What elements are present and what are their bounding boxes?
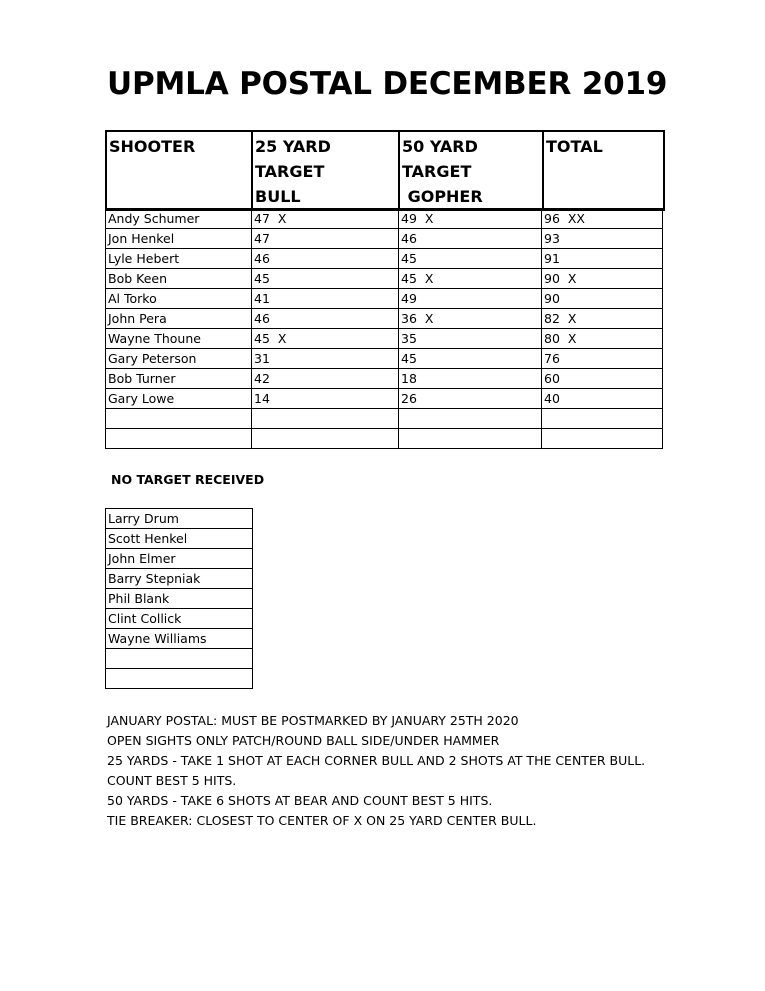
shooter-name-cell: Lyle Hebert xyxy=(106,249,252,269)
score-50-yard-cell: 45 xyxy=(399,249,542,269)
score-25-yard-cell: 45 xyxy=(252,269,399,289)
score-50-yard-cell: 45 xyxy=(399,349,542,369)
total-score-cell: 93 xyxy=(542,229,663,249)
note-line: 50 YARDS - TAKE 6 SHOTS AT BEAR AND COUNT BEST 5 HITS. xyxy=(107,793,493,808)
list-item xyxy=(106,569,253,589)
score-25-yard-cell: 45 X xyxy=(252,329,399,349)
page-title: UPMLA POSTAL DECEMBER 2019 xyxy=(107,66,668,102)
missing-shooter-name xyxy=(106,669,253,689)
score-25-yard-cell: 46 xyxy=(252,249,399,269)
header-50-yard-target: 50 YARD TARGET GOPHER xyxy=(399,131,543,210)
score-25-yard-cell xyxy=(252,429,399,449)
total-score-cell: 40 xyxy=(542,389,663,409)
table-row xyxy=(106,269,663,289)
score-25-yard-cell: 46 xyxy=(252,309,399,329)
missing-shooter-name: Barry Stepniak xyxy=(106,569,253,589)
total-score-cell: 76 xyxy=(542,349,663,369)
list-item xyxy=(106,649,253,669)
results-table xyxy=(105,208,663,449)
list-item xyxy=(106,509,253,529)
missing-shooter-name: Scott Henkel xyxy=(106,529,253,549)
score-50-yard-cell: 49 xyxy=(399,289,542,309)
missing-shooter-name: Wayne Williams xyxy=(106,629,253,649)
total-score-cell xyxy=(542,409,663,429)
total-score-cell: 90 X xyxy=(542,269,663,289)
table-row xyxy=(106,409,663,429)
score-50-yard-cell: 26 xyxy=(399,389,542,409)
score-50-yard-cell: 18 xyxy=(399,369,542,389)
score-50-yard-cell xyxy=(399,429,542,449)
shooter-name-cell: Bob Keen xyxy=(106,269,252,289)
missing-shooter-name: Larry Drum xyxy=(106,509,253,529)
score-25-yard-cell: 47 xyxy=(252,229,399,249)
list-item xyxy=(106,589,253,609)
missing-shooter-name: Clint Collick xyxy=(106,609,253,629)
table-row xyxy=(106,229,663,249)
table-row xyxy=(106,349,663,369)
total-score-cell xyxy=(542,429,663,449)
total-score-cell: 60 xyxy=(542,369,663,389)
missing-shooter-name xyxy=(106,649,253,669)
score-25-yard-cell: 14 xyxy=(252,389,399,409)
table-row xyxy=(106,329,663,349)
total-score-cell: 80 X xyxy=(542,329,663,349)
shooter-name-cell: Gary Lowe xyxy=(106,389,252,409)
score-header-table xyxy=(105,130,665,211)
missing-shooter-name: John Elmer xyxy=(106,549,253,569)
score-50-yard-cell: 45 X xyxy=(399,269,542,289)
total-score-cell: 82 X xyxy=(542,309,663,329)
table-row xyxy=(106,249,663,269)
note-line: COUNT BEST 5 HITS. xyxy=(107,773,237,788)
list-item xyxy=(106,549,253,569)
header-25-yard-target: 25 YARD TARGET BULL xyxy=(252,131,399,210)
score-25-yard-cell: 47 X xyxy=(252,209,399,229)
score-25-yard-cell: 31 xyxy=(252,349,399,369)
score-50-yard-cell xyxy=(399,409,542,429)
note-line: TIE BREAKER: CLOSEST TO CENTER OF X ON 25 YARD CENTER BULL. xyxy=(107,813,537,828)
score-25-yard-cell xyxy=(252,409,399,429)
table-row xyxy=(106,289,663,309)
missing-shooter-name: Phil Blank xyxy=(106,589,253,609)
shooter-name-cell: Jon Henkel xyxy=(106,229,252,249)
table-row xyxy=(106,309,663,329)
header-total: TOTAL xyxy=(543,131,664,210)
header-row xyxy=(106,131,664,210)
score-50-yard-cell: 46 xyxy=(399,229,542,249)
note-line: OPEN SIGHTS ONLY PATCH/ROUND BALL SIDE/UNDER HAMMER xyxy=(107,733,500,748)
total-score-cell: 90 xyxy=(542,289,663,309)
list-item xyxy=(106,629,253,649)
table-row xyxy=(106,369,663,389)
table-row xyxy=(106,389,663,409)
score-50-yard-cell: 35 xyxy=(399,329,542,349)
shooter-name-cell: Andy Schumer xyxy=(106,209,252,229)
score-25-yard-cell: 42 xyxy=(252,369,399,389)
note-line: JANUARY POSTAL: MUST BE POSTMARKED BY JANUARY 25TH 2020 xyxy=(107,713,519,728)
shooter-name-cell: Bob Turner xyxy=(106,369,252,389)
rules-notes xyxy=(107,711,645,831)
score-50-yard-cell: 36 X xyxy=(399,309,542,329)
shooter-name-cell xyxy=(106,429,252,449)
list-item xyxy=(106,609,253,629)
shooter-name-cell: Al Torko xyxy=(106,289,252,309)
header-shooter: SHOOTER xyxy=(106,131,252,210)
table-row xyxy=(106,209,663,229)
shooter-name-cell: Gary Peterson xyxy=(106,349,252,369)
total-score-cell: 91 xyxy=(542,249,663,269)
score-25-yard-cell: 41 xyxy=(252,289,399,309)
list-item xyxy=(106,529,253,549)
shooter-name-cell: Wayne Thoune xyxy=(106,329,252,349)
no-target-heading: NO TARGET RECEIVED xyxy=(111,472,265,487)
shooter-name-cell xyxy=(106,409,252,429)
no-target-table xyxy=(105,508,253,689)
score-50-yard-cell: 49 X xyxy=(399,209,542,229)
shooter-name-cell: John Pera xyxy=(106,309,252,329)
note-line: 25 YARDS - TAKE 1 SHOT AT EACH CORNER BULL AND 2 SHOTS AT THE CENTER BULL. xyxy=(107,753,646,768)
list-item xyxy=(106,669,253,689)
total-score-cell: 96 XX xyxy=(542,209,663,229)
table-row xyxy=(106,429,663,449)
